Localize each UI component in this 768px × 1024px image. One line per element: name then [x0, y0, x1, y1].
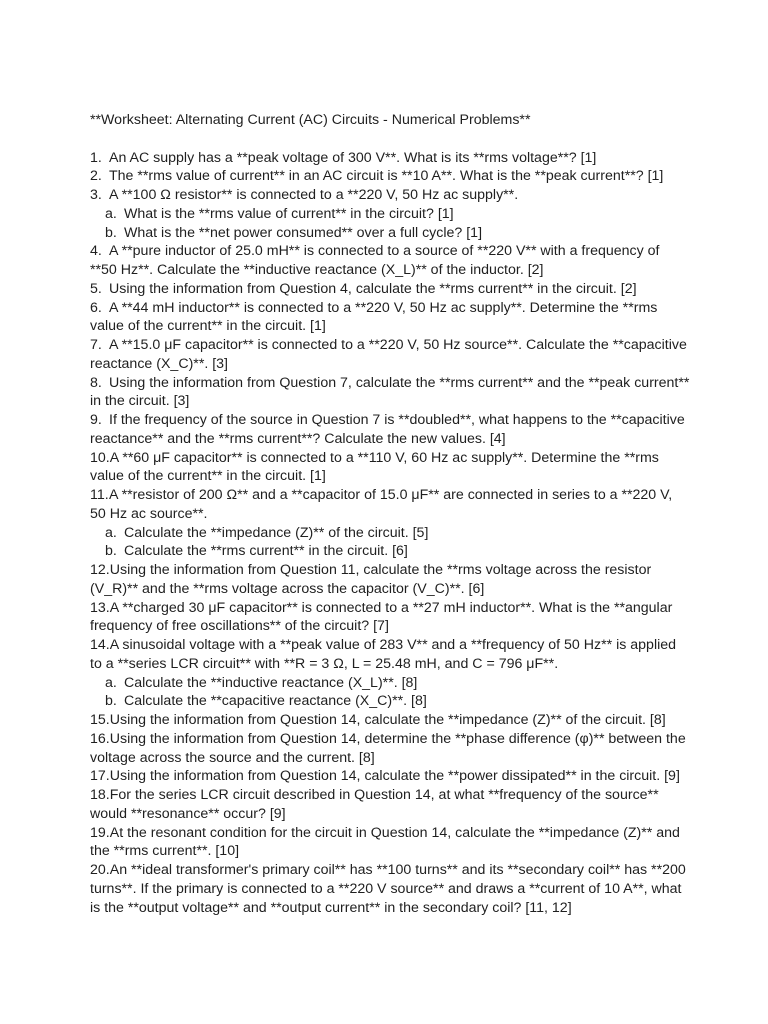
sub-question-item	[90, 674, 690, 693]
question-text: A **44 mH inductor** is connected to a **220 V, 50 Hz ac supply**. Determine the **rms value of the current** in the circuit. [1]	[90, 299, 658, 335]
question-item	[90, 786, 690, 824]
question-text: A **pure inductor of 25.0 mH** is connected to a source of **220 V** with a frequency of **50 Hz**. Calculate the **inductive reactance (X_L)** of the inductor. [2]	[90, 243, 660, 278]
question-number: 20.	[90, 862, 110, 878]
question-number: 14.	[90, 637, 110, 653]
question-number: 1.	[90, 149, 102, 166]
sub-question-item	[90, 224, 690, 243]
question-number: 18.	[90, 787, 110, 803]
question-item	[90, 824, 690, 862]
question-text: Using the information from Question 14, determine the **phase difference (φ)** between the voltage across the source and the current. [8]	[90, 730, 686, 766]
question-text: Calculate the **capacitive reactance (X_C)**. [8]	[124, 693, 427, 710]
question-item	[90, 411, 690, 449]
question-text: An **ideal transformer's primary coil** has **100 turns** and its **secondary coil** has **200 turns**. If the primary is connected to a **220 V source** and draws a **current of 10 A**, what is the **output voltage** and **output current** in the secondary coil? [11, 12]	[90, 862, 686, 916]
question-number: 12.	[90, 562, 110, 578]
question-item	[90, 186, 690, 205]
question-number: 16.	[90, 730, 110, 747]
question-number: b.	[105, 224, 117, 241]
question-number: a.	[105, 524, 117, 541]
question-number: 5.	[90, 280, 102, 297]
question-text: The **rms value of current** in an AC circuit is **10 A**. What is the **peak current**? [1]	[109, 168, 664, 185]
question-text: An AC supply has a **peak voltage of 300 V**. What is its **rms voltage**? [1]	[109, 149, 597, 166]
question-item	[90, 280, 690, 299]
question-item	[90, 149, 690, 168]
question-text: Using the information from Question 4, calculate the **rms current** in the circuit. [2]	[109, 280, 637, 297]
question-text: A **100 Ω resistor** is connected to a **220 V, 50 Hz ac supply**.	[109, 187, 519, 203]
question-item	[90, 599, 690, 637]
question-number: 3.	[90, 187, 102, 203]
question-text: Using the information from Question 14, calculate the **impedance (Z)** of the circuit. [8]	[109, 712, 666, 728]
question-text: A **60 μF capacitor** is connected to a **110 V, 60 Hz ac supply**. Determine the **rms value of the current** in the circuit. [1]	[90, 449, 659, 485]
question-text: Using the information from Question 7, calculate the **rms current** and the **peak current** in the circuit. [3]	[90, 374, 690, 410]
question-number: 13.	[90, 599, 110, 616]
question-number: 2.	[90, 168, 102, 185]
question-list	[90, 149, 690, 918]
question-number: a.	[105, 674, 117, 691]
question-number: 10.	[90, 449, 110, 466]
question-item	[90, 861, 690, 917]
question-text: Using the information from Question 11, calculate the **rms voltage across the resistor (V_R)** and the **rms voltage across the capacitor (V_C)**. [6]	[90, 562, 652, 597]
question-text: Using the information from Question 14, calculate the **power dissipated** in the circuit. [9]	[109, 768, 680, 785]
question-text: A **charged 30 μF capacitor** is connected to a **27 mH inductor**. What is the **angular frequency of free oscillations** of the circuit? [7]	[90, 599, 673, 635]
sub-question-item	[90, 524, 690, 543]
sub-question-item	[90, 542, 690, 561]
question-item	[90, 449, 690, 487]
question-number: b.	[105, 543, 117, 560]
question-text: Calculate the **inductive reactance (X_L)**. [8]	[124, 674, 418, 691]
question-text: Calculate the **impedance (Z)** of the circuit. [5]	[124, 524, 429, 541]
question-text: For the series LCR circuit described in Question 14, at what **frequency of the source** would **resonance** occur? [9]	[90, 787, 659, 822]
sub-question-item	[90, 205, 690, 224]
question-text: A **resistor of 200 Ω** and a **capacitor of 15.0 μF** are connected in series to a **220 V, 50 Hz ac source**.	[90, 487, 673, 522]
question-item	[90, 636, 690, 674]
question-text: What is the **rms value of current** in the circuit? [1]	[124, 205, 454, 222]
question-text: If the frequency of the source in Question 7 is **doubled**, what happens to the **capacitive reactance** and the **rms current**? Calculate the new values. [4]	[90, 412, 685, 447]
question-item	[90, 299, 690, 337]
question-number: b.	[105, 693, 117, 710]
question-number: 11.	[90, 487, 109, 503]
question-item	[90, 561, 690, 599]
question-item	[90, 486, 690, 524]
question-item	[90, 711, 690, 730]
question-number: 19.	[90, 824, 110, 841]
question-item	[90, 167, 690, 186]
question-text: At the resonant condition for the circuit in Question 14, calculate the **impedance (Z)** and the **rms current**. [10]	[90, 824, 680, 860]
question-text: A **15.0 μF capacitor** is connected to a **220 V, 50 Hz source**. Calculate the **capacitive reactance (X_C)**. [3]	[90, 337, 687, 372]
question-item	[90, 336, 690, 374]
question-number: 4.	[90, 243, 102, 260]
question-text: What is the **net power consumed** over a full cycle? [1]	[124, 224, 483, 241]
page-title: **Worksheet: Alternating Current (AC) Circuits - Numerical Problems**	[90, 112, 531, 128]
question-number: 9.	[90, 412, 102, 428]
question-number: 8.	[90, 374, 102, 391]
sub-question-item	[90, 692, 690, 711]
question-item	[90, 374, 690, 412]
question-text: Calculate the **rms current** in the circuit. [6]	[124, 543, 408, 560]
question-number: a.	[105, 205, 117, 222]
question-number: 15.	[90, 712, 110, 728]
question-item	[90, 242, 690, 280]
question-number: 7.	[90, 337, 102, 353]
question-number: 6.	[90, 299, 102, 316]
question-item	[90, 767, 690, 786]
question-text: A sinusoidal voltage with a **peak value of 283 V** and a **frequency of 50 Hz** is applied to a **series LCR circuit** with **R = 3 Ω, L = 25.48 mH, and C = 796 μF**.	[90, 637, 677, 672]
question-number: 17.	[90, 768, 110, 785]
question-item	[90, 730, 690, 768]
